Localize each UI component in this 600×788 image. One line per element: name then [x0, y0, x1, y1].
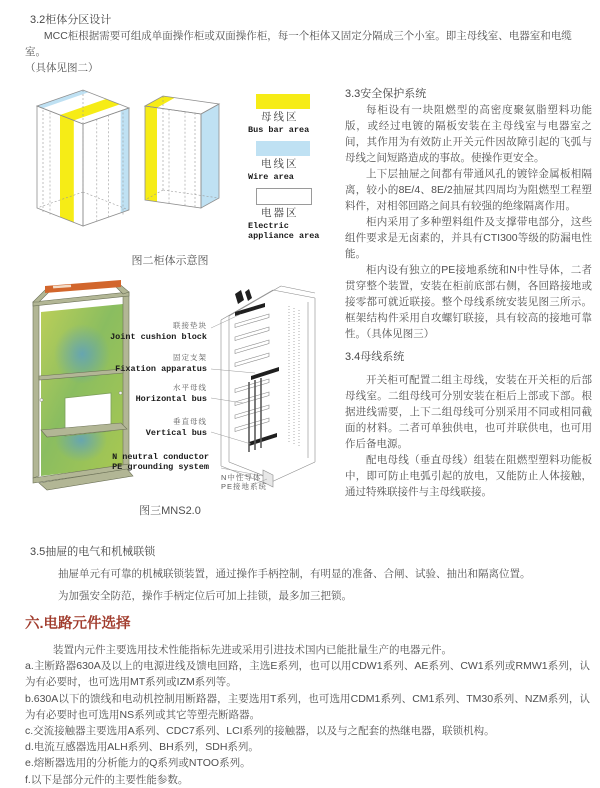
section-3-2-title: 3.2柜体分区设计 [30, 14, 112, 26]
label-joint-cushion-en: Joint cushion block [110, 332, 207, 342]
figure-column [25, 86, 335, 518]
perforated-panel-dots [289, 306, 299, 448]
wire-area-band-2 [201, 104, 219, 208]
legend-label-zh: 电线区 [261, 158, 299, 170]
figure-3-caption: 图三MNS2.0 [139, 505, 201, 517]
section-6-intro: 装置内元件主要选用技术性能指标先进或采用引进技术国内已能批量生产的电器元件。 [53, 644, 452, 656]
section-3-5-paragraph-2: 为加强安全防范，操作手柄定位后可加上挂锁，最多加三把锁。 [58, 590, 352, 602]
section-6-title: 六.电路元件选择 [25, 616, 131, 632]
label-pe-zh-line1: N中性导体 [221, 473, 262, 482]
section-3-4-paragraph-2: 配电母线（垂直母线）组装在阻燃型塑料功能板中，即可防止电弧引起的放电，又能防止人体接触，通过特殊联接件与主母线联接。 [345, 454, 592, 498]
legend-label-en: Wire area [248, 172, 294, 182]
section-3-5-title: 3.5抽屉的电气和机械联锁 [30, 546, 156, 558]
section-3-5-paragraph-1: 抽屉单元有可靠的机械联锁装置，通过操作手柄控制，有明显的准备、合闸、试验、抽出和隔离位置。 [58, 568, 531, 580]
two-column-area [0, 76, 600, 518]
section-6-item-a: a.主断路器630A及以上的电源进线及馈电回路，主选E系列，也可以用CDW1系列、AE系列、CW1系列或RMW1系列，认为有必要时，也可选用MT系列或IZM系列等。 [25, 660, 590, 689]
label-horizontal-bus-en: Horizontal bus [135, 394, 207, 404]
section-6-item-c: c.交流接触器主要选用A系列、CDC7系列、LCI系列的接触器，以及与之配套的热继电器，联锁机构。 [25, 725, 495, 738]
section-3-4-paragraph-1: 开关柜可配置二组主母线，安装在开关柜的后部母线室。二组母线可分别安装在柜后上部或下部。根据进线需要，上下二组母线可分别采用不同或相同截面的材料。二者可单独供电，也可并联供电，也可用作后备电源。 [345, 374, 592, 450]
appliance-color-swatch [256, 188, 312, 205]
section-3-2 [0, 0, 600, 76]
text-column [345, 86, 592, 518]
label-pe-en-line1: N neutral conductor [112, 452, 209, 462]
section-6-item-e: e.熔断器选用的分析能力的Q系列或NTOO系列。 [25, 757, 251, 770]
wire-color-swatch [256, 141, 310, 156]
section-3-3-paragraph-1: 每柜设有一块阻燃型的高密度聚氨脂塑料功能版，或经过电镀的隔板安装在主母线室与电器室之间，其作用为有效防止开关元件因故障引起的飞弧与母线之间短路造成的事故。使操作更安全。 [345, 104, 592, 164]
wire-area-band-right [121, 108, 129, 213]
section-3-2-paragraph: MCC柜根据需要可组成单面操作柜或双面操作柜，每一个柜体又固定分隔成三个小室。即主母线室、电器室和电缆室。 [25, 30, 572, 58]
section-6-item-b: b.630A以下的馈线和电动机控制用断路器，主要选用T系列，也可选用CDM1系列、CM1系列、TM30系列、NZM系列，认为有必要时也可选用NS系列或其它等塑壳断路器。 [25, 692, 590, 721]
legend-label-en: Electric appliance area [248, 221, 320, 241]
figure-3-mns-diagram [25, 276, 335, 500]
label-horizontal-bus-zh: 水平母线 [173, 383, 207, 392]
figure-2-cabinet-zoning-diagram [25, 86, 335, 248]
figure-2-caption: 图二柜体示意图 [131, 255, 209, 267]
section-6 [0, 604, 600, 788]
busbar-band-front-2 [145, 106, 157, 202]
busbar-band-front [60, 115, 74, 222]
legend-item-wire [248, 141, 334, 182]
section-3-3-paragraph-3: 柜内采用了多种塑料组件及支撑带电部分，这些组件要求是无卤素的，并具有CTI300等级的防漏电性能。 [345, 216, 592, 260]
label-pe-en-line2: PE grounding system [112, 462, 209, 472]
label-vertical-bus-en: Vertical bus [145, 428, 207, 438]
wire-area-band [37, 90, 89, 108]
section-6-item-f: f.以下是部分元件的主要性能参数。 [25, 773, 189, 786]
frame-hole [40, 398, 43, 401]
legend-label-en: Bus bar area [248, 125, 310, 135]
section-3-4-title: 3.4母线系统 [345, 351, 405, 363]
section-6-item-d: d.电流互感器选用ALH系列、BH系列，SDH系列。 [25, 741, 259, 754]
figure-2-legend [248, 86, 334, 248]
section-3-3-paragraph-2: 上下层抽屉之间都有带通风孔的镀锌金属板相隔离，较小的8E/4、8E/2抽屉其四周均为阻燃型工程塑料件，对相邻回路之间具有较强的绝缘隔离作用。 [345, 168, 592, 212]
section-3-2-note: （具体见图二） [25, 62, 99, 74]
busbar-color-swatch [256, 94, 310, 109]
section-3-3-paragraph-4: 柜内设有独立的PE接地系统和N中性导体，二者贯穿整个装置，安装在柜前底部右侧，各回路接地或接零都可就近联接。整个母线系统安装见图三所示。框架结构件采用自攻螺钉联接，具有较高的接地可靠性。（具体见图三） [345, 264, 592, 340]
label-vertical-bus-zh: 垂直母线 [173, 417, 207, 426]
cabinet-isometric-drawing [25, 86, 250, 244]
legend-item-appliance [248, 188, 334, 241]
label-joint-cushion-zh: 联接垫块 [173, 321, 207, 330]
busbar-band-top [60, 99, 120, 120]
section-3-3-title: 3.3安全保护系统 [345, 88, 427, 100]
bus-system-line-drawing [211, 276, 319, 490]
section-3-5 [0, 518, 600, 604]
legend-label-zh: 母线区 [261, 111, 299, 123]
label-pe-zh-line2: PE接地系统 [221, 482, 268, 491]
frame-hole [119, 391, 122, 394]
label-fixation-zh: 固定支架 [173, 353, 207, 362]
label-fixation-en: Fixation apparatus [115, 364, 207, 374]
legend-item-busbar [248, 94, 334, 135]
legend-label-zh: 电器区 [261, 207, 299, 219]
